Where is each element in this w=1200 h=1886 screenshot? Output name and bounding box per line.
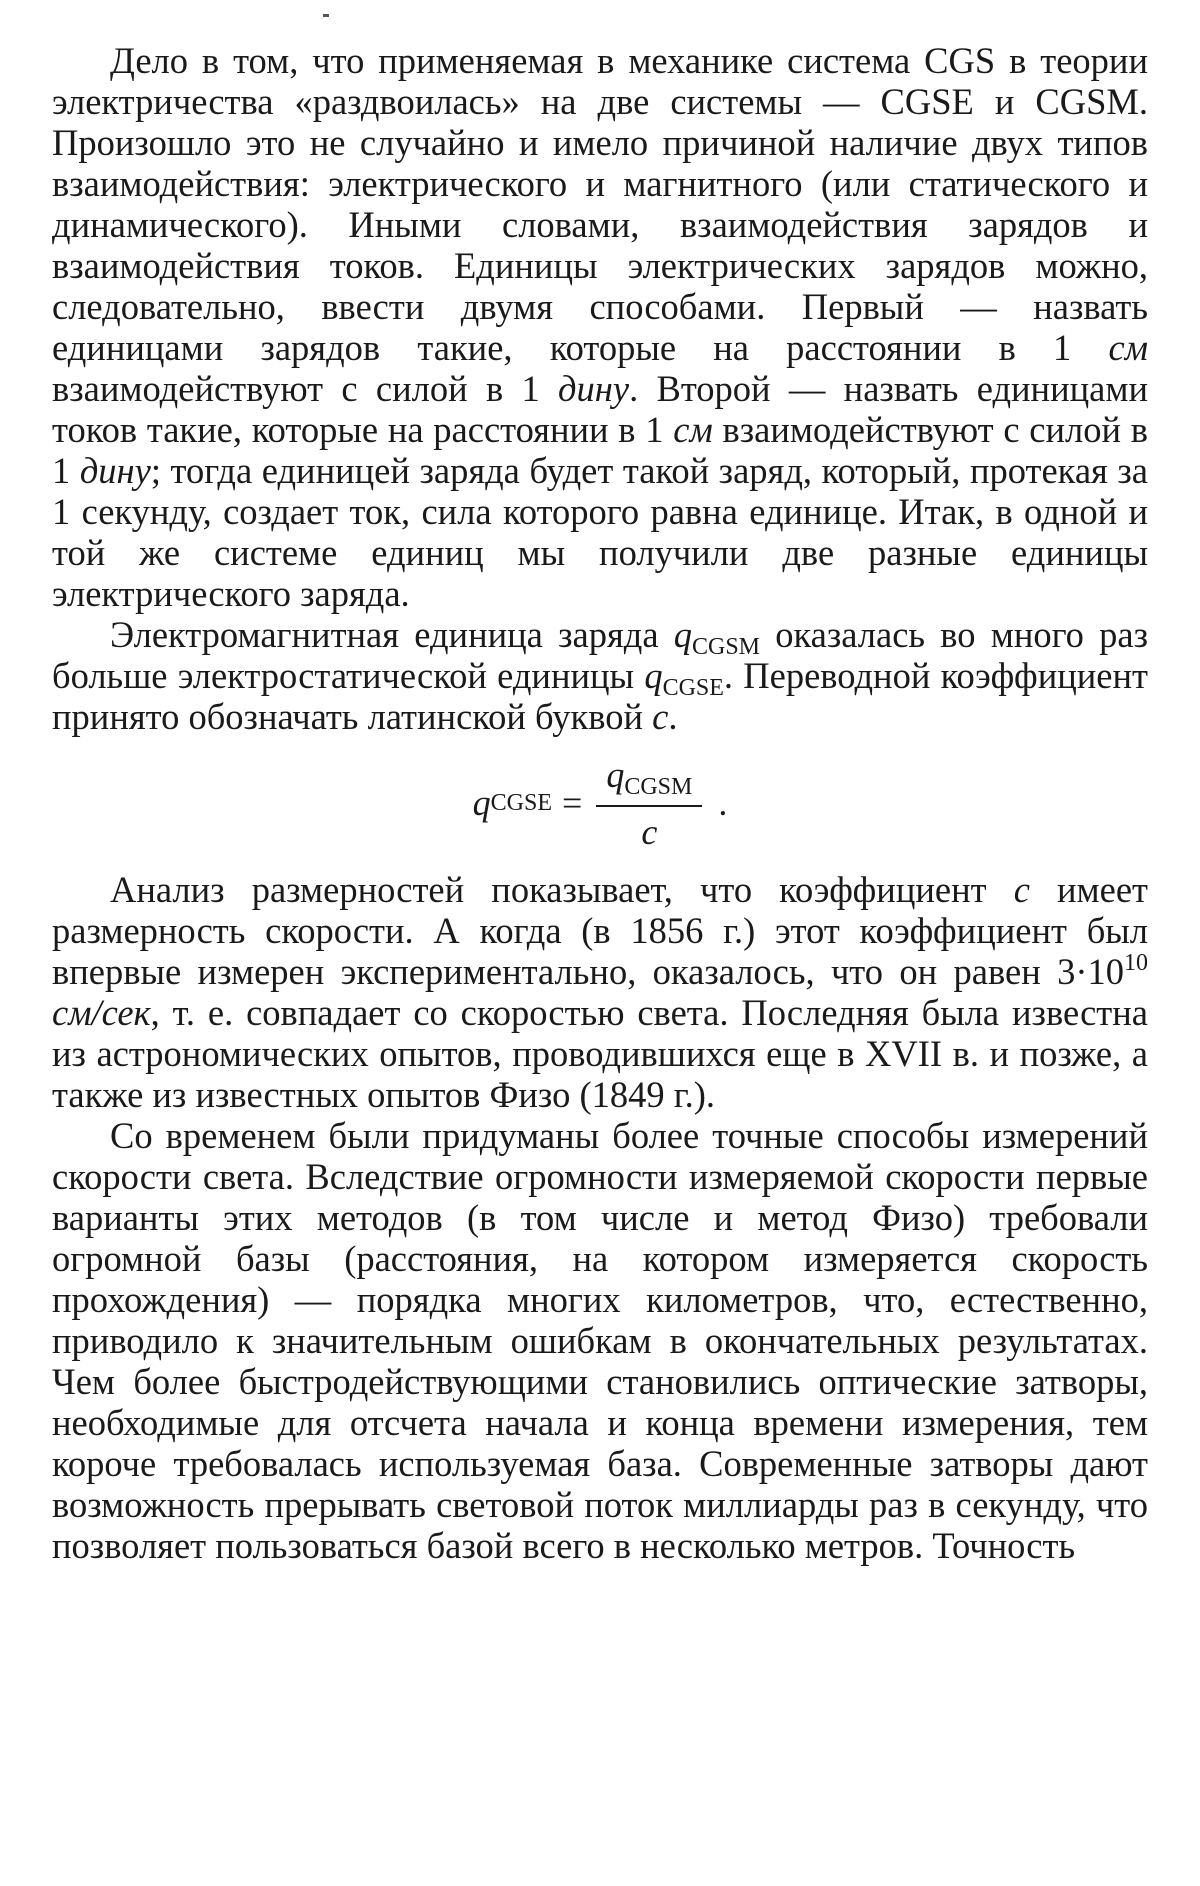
paragraph-2: Электромагнитная единица заряда $q_{CGSM}$ оказалась во много раз больше электростатической единицы $q_{CGSE}$. Переводной коэффициент принято обозначать латинской буквой c. xyxy=(52,614,1148,737)
var-c: c xyxy=(1013,869,1030,910)
paragraph-4: Со временем были придуманы более точные способы измерений скорости света. Вследствие огромности измеряемой скорости первые варианты этих методов (в том числе и метод Физо) требовали огромной базы (расстояния, на котором измеряется скорость прохождения) — порядка многих километров, что, естественно, приводило к значительным ошибкам в окончательных результатах. Чем более быстродействующими становились оптические затворы, необходимые для отсчета начала и конца времени измерения, тем короче требовалась используемая база. Современные затворы дают возможность прерывать световой поток миллиарды раз в секунду, что позволяет пользоваться базой всего в несколько метров. Точность xyxy=(52,1115,1148,1566)
subscript-cgsm: CGSM xyxy=(691,634,761,660)
var-q: q xyxy=(673,614,692,655)
eq-lhs-var: q xyxy=(472,783,491,823)
fraction-denominator: c xyxy=(641,811,658,852)
unit-cm: см xyxy=(1108,327,1148,368)
unit-dyne: дину xyxy=(79,450,151,491)
unit-cm-per-sec: см/сек xyxy=(52,992,151,1033)
document-page xyxy=(52,40,1148,1566)
unit-dyne: дину xyxy=(558,368,630,409)
subscript-cgse: CGSE xyxy=(662,675,724,701)
equation xyxy=(52,737,1148,869)
fraction-numerator: qCGSM xyxy=(606,754,693,800)
paragraph-3: Анализ размерностей показывает, что коэффициент c имеет размерность скорости. А когда (в 1856 г.) этот коэффициент был впервые измерен экспериментально, оказалось, что он равен $3\cdot 10^{10}$ см/сек, т. е. совпадает со скоростью света. Последняя была известна из астрономических опытов, проводившихся еще в XVII в. и позже, а также из известных опытов Физо (1849 г.). xyxy=(52,869,1149,1115)
unit-cm: см xyxy=(673,409,713,450)
eq-sign: = xyxy=(562,783,583,823)
var-q: q xyxy=(644,655,663,696)
fraction xyxy=(596,754,702,853)
exponent: 10 xyxy=(1124,950,1148,976)
eq-period: . xyxy=(718,783,728,823)
paragraph-1: Дело в том, что применяемая в механике система CGS в теории электричества «раздвоилась» на две системы — CGSE и CGSM. Произошло это не случайно и имело причиной наличие двух типов взаимодействия: электрического и магнитного (или статического и динамического). Иными словами, взаимодействия зарядов и взаимодействия токов. Единицы электрических зарядов можно, следовательно, ввести двумя способами. Первый — назвать единицами зарядов такие, которые на расстоянии в 1 см взаимодействуют с силой в 1 дину. Второй — назвать единицами токов такие, которые на расстоянии в 1 см взаимодействуют с силой в 1 дину; тогда единицей заряда будет такой заряд, который, протекая за 1 секунду, создает ток, сила которого равна единице. Итак, в одной и той же системе единиц мы получили две разные единицы электрического заряда. xyxy=(52,40,1148,614)
var-c: c xyxy=(652,696,669,737)
eq-lhs-sub: CGSE xyxy=(490,789,552,816)
scan-speck xyxy=(323,14,329,17)
